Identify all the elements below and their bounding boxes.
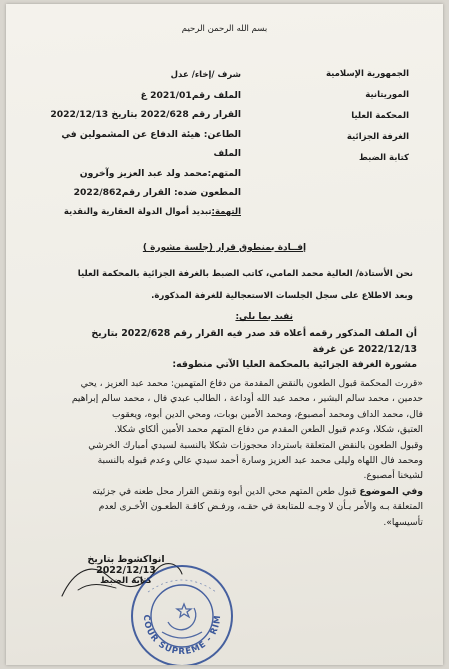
charge [36,203,241,223]
seal-ring-text: COUR SUPREME - RIM [140,614,224,658]
document-page [6,4,443,665]
intro-line: أن الملف المذكور رقمه أعلاه قد صدر فيه القرار رقم 2022/628 بتاريخ 2022/12/13 عن غرفة [91,328,417,355]
ruling-line: وقبول الطعون بالنقض المتعلقة باسترداد محجوزات شكلا بالنسبة لسيدي أمبارك الخرشي [88,439,423,451]
ruling-line: العتيق، شكلا، وعدم قبول الطعن المقدم من دفاع المتهم محمد الأمين ألكاي شكلا. [114,424,423,436]
clerk-line: نحن الأستاذة/ العالية محمد المامي، كاتب الضبط بالغرفة الجزائية بالمحكمة العليا [77,269,413,279]
ruling-line: ومحمد فال اللهاه وليلى محمد عبد العزيز وسارة أحمد سيدي عالي وعدم قبوله بالنسبة [97,455,423,467]
decision-intro [30,326,417,373]
chamber-name: الغرفة الجزائية [346,132,409,142]
document-title: إفــادة بمنطوق قرار (جلسة مشورة ) [142,243,307,253]
signature-title: كتابة الضبط [100,576,152,586]
ruling-merits-line [18,484,423,499]
ruling-line: المتعلقة بـه والأمر بـأن لا وجـه للمتابعة في حقـه، ورفـض كافـة الطعـون الأخـرى لعدم [98,501,423,513]
institution-header [299,64,409,169]
merits-text: قبول طعن المتهم محي الدين أبوه ونقض القرار محل طعنه في جزئيته [92,485,360,497]
court-name: المحكمة العليا [351,111,409,121]
basmala: بسم الله الرحمن الرحيم [181,24,268,34]
accused: المتهم:محمد ولد عبد العزيز وآخرون [79,167,241,179]
country-name: الجمهورية الإسلامية الموريتانية [325,69,409,100]
appellant: الطاعن: هيئة الدفاع عن المشمولين في الملف [61,128,241,159]
decision-number: القرار رقم 2022/628 بتاريخ 2022/12/13 [50,109,241,120]
declaration-heading: نفيد بما يلي: [235,312,293,322]
ruling-line: فال، محمد الداف ومحمد أمصبوع، ومحمد الأمين بوبات، ومحي الدين أبوه، ويعقوب [112,408,423,420]
case-header [36,66,241,222]
ruling-line: لشيخنا أمصبوع. [363,470,423,482]
file-number: الملف رقم2021/01 غ [140,89,241,101]
clerk-statement [30,263,413,307]
motto: شرف /إخاء/ عدل [170,70,241,80]
court-seal [128,562,236,665]
charge-label: التهمة: [211,206,241,217]
merits-label: وفي الموضوع [359,485,423,497]
signature-date: انواكشوط بتاريخ 2022/12/13 [87,554,165,576]
ruling-line: حدمين ، محمد سالم البشير ، محمد عبد الله أوداعة ، الطالب عبدي فال ، محمد سالم إبراهيم [71,393,423,405]
ruling-line: تأسيسها». [383,516,423,528]
intro-line: مشورة الغرفة الجزائية بالمحكمة العليا الآتي منطوقه: [172,359,417,370]
charge-value: تبديد أموال الدولة العقارية والنقدية [63,206,212,217]
seal-emblem-icon [162,604,202,638]
respondent: المطعون ضده: القرار رقم2022/862 [73,187,241,198]
ruling-line: «قررت المحكمة قبول الطعون بالنقض المقدمة من دفاع المتهمين: محمد عبد العزيز ، يحي [80,378,423,389]
registry-name: كتابة الضبط [359,153,409,163]
clerk-line: وبعد الاطلاع على سجل الجلسات الاستعجالية للغرفة المذكورة. [151,291,413,301]
ruling-text [18,376,423,530]
